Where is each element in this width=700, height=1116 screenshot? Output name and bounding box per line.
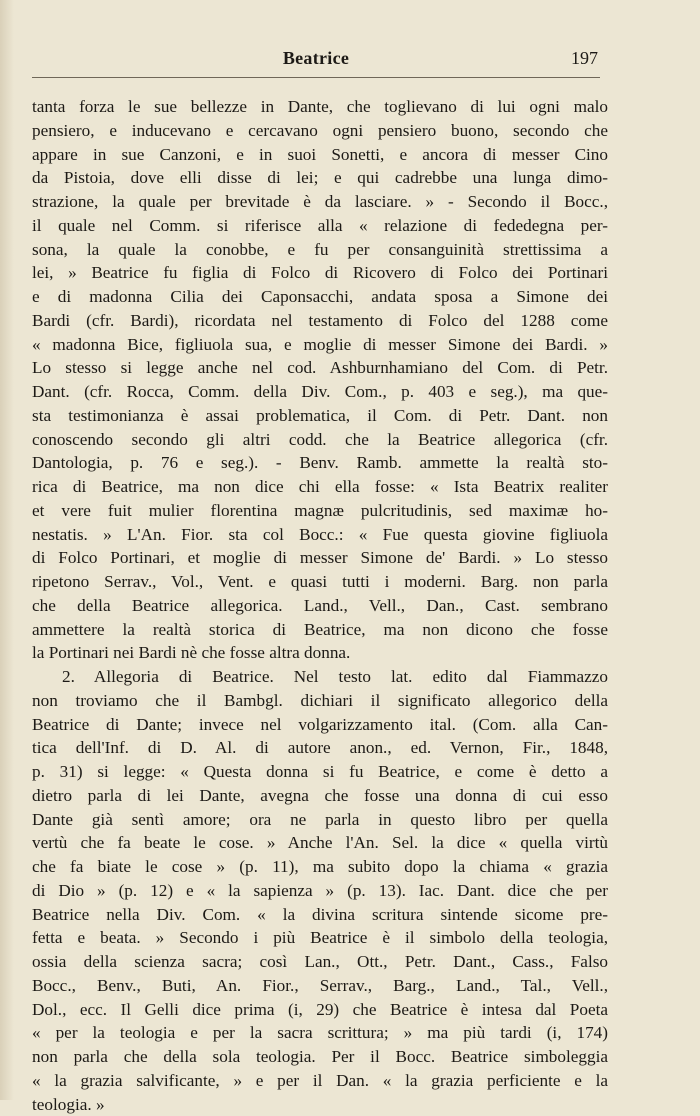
page-header: [32, 48, 600, 74]
text-line: Dantologia, p. 76 e seg.). - Benv. Ramb. ammette la realtà sto-: [32, 451, 608, 475]
text-line: ammettere la realtà storica di Beatrice, ma non dicono che fosse: [32, 618, 608, 642]
text-line: il quale nel Comm. si riferisce alla « relazione di fededegna per-: [32, 214, 608, 238]
text-line: Beatrice nella Div. Com. « la divina scritura sintende sicome pre-: [32, 903, 608, 927]
text-line: dietro parla di lei Dante, avegna che fosse una donna di cui esso: [32, 784, 608, 808]
text-line: tanta forza le sue bellezze in Dante, che toglievano di lui ogni malo: [32, 95, 608, 119]
text-line: « la grazia salvificante, » e per il Dan. « la grazia perficiente e la: [32, 1069, 608, 1093]
text-line: Bardi (cfr. Bardi), ricordata nel testamento di Folco del 1288 come: [32, 309, 608, 333]
text-line: Dant. (cfr. Rocca, Comm. della Div. Com., p. 403 e seg.), ma que-: [32, 380, 608, 404]
text-line: e di madonna Cilia dei Caponsacchi, andata sposa a Simone dei: [32, 285, 608, 309]
text-line: non troviamo che il Bambgl. dichiari il significato allegorico della: [32, 689, 608, 713]
text-line: Beatrice di Dante; invece nel volgarizzamento ital. (Com. alla Can-: [32, 713, 608, 737]
paragraph-end-line: la Portinari nei Bardi nè che fosse altra donna.: [32, 641, 608, 665]
text-line: da Pistoia, dove elli disse di lei; e qui cadrebbe una lunga dimo-: [32, 166, 608, 190]
text-line: appare in sue Canzoni, e in suoi Sonetti, e ancora di messer Cino: [32, 143, 608, 167]
text-line: di Folco Portinari, et moglie di messer Simone de' Bardi. » Lo stesso: [32, 546, 608, 570]
text-line: vertù che fa beate le cose. » Anche l'An. Sel. la dice « quella virtù: [32, 831, 608, 855]
body-text: [32, 95, 608, 1116]
page-number: 197: [571, 48, 598, 69]
text-line: Dante già sentì amore; ora ne parla in questo libro per quella: [32, 808, 608, 832]
text-line: tica dell'Inf. di D. Al. di autore anon., ed. Vernon, Fir., 1848,: [32, 736, 608, 760]
text-line: Dol., ecc. Il Gelli dice prima (i, 29) che Beatrice è intesa dal Poeta: [32, 998, 608, 1022]
text-line: rica di Beatrice, ma non dice chi ella fosse: « Ista Beatrix realiter: [32, 475, 608, 499]
text-line: sta testimonianza è assai problematica, il Com. di Petr. Dant. non: [32, 404, 608, 428]
text-line: lei, » Beatrice fu figlia di Folco di Ricovero di Folco dei Portinari: [32, 261, 608, 285]
text-line: strazione, la quale per brevitade è da lasciare. » - Secondo il Bocc.,: [32, 190, 608, 214]
text-line: « per la teologia e per la sacra scrittura; » ma più tardi (i, 174): [32, 1021, 608, 1045]
section-heading-line: 2. Allegoria di Beatrice. Nel testo lat. edito dal Fiammazzo: [32, 665, 608, 689]
text-line: pensiero, e inducevano e cercavano ogni pensiero buono, secondo che: [32, 119, 608, 143]
text-line: Lo stesso si legge anche nel cod. Ashburnhamiano del Com. di Petr.: [32, 356, 608, 380]
text-line: sona, la quale la conobbe, e fu per consanguinità strettissima a: [32, 238, 608, 262]
text-line: « madonna Bice, figliuola sua, e moglie di messer Simone dei Bardi. »: [32, 333, 608, 357]
header-rule: [32, 77, 600, 78]
running-title: Beatrice: [32, 48, 600, 69]
text-line: fetta e beata. » Secondo i più Beatrice è il simbolo della teologia,: [32, 926, 608, 950]
text-line: che fa biate le cose » (p. 11), ma subito dopo la chiama « grazia: [32, 855, 608, 879]
text-line: et vere fuit mulier florentina magnæ pulcritudinis, sed maximæ ho-: [32, 499, 608, 523]
text-line: nestatis. » L'An. Fior. sta col Bocc.: « Fue questa giovine figliuola: [32, 523, 608, 547]
text-line: ripetono Serrav., Vol., Vent. e quasi tutti i moderni. Barg. non parla: [32, 570, 608, 594]
text-line: conoscendo secondo gli altri codd. che la Beatrice allegorica (cfr.: [32, 428, 608, 452]
text-line: non parla che della sola teologia. Per il Bocc. Beatrice simboleggia: [32, 1045, 608, 1069]
text-line: che della Beatrice allegorica. Land., Vell., Dan., Cast. sembrano: [32, 594, 608, 618]
text-line: di Dio » (p. 12) e « la sapienza » (p. 13). Iac. Dant. dice che per: [32, 879, 608, 903]
paragraph-end-line: teologia. »: [32, 1093, 608, 1116]
text-line: Bocc., Benv., Buti, An. Fior., Serrav., Barg., Land., Tal., Vell.,: [32, 974, 608, 998]
text-line: ossia della scienza sacra; così Lan., Ott., Petr. Dant., Cass., Falso: [32, 950, 608, 974]
text-line: p. 31) si legge: « Questa donna si fu Beatrice, e come è detto a: [32, 760, 608, 784]
